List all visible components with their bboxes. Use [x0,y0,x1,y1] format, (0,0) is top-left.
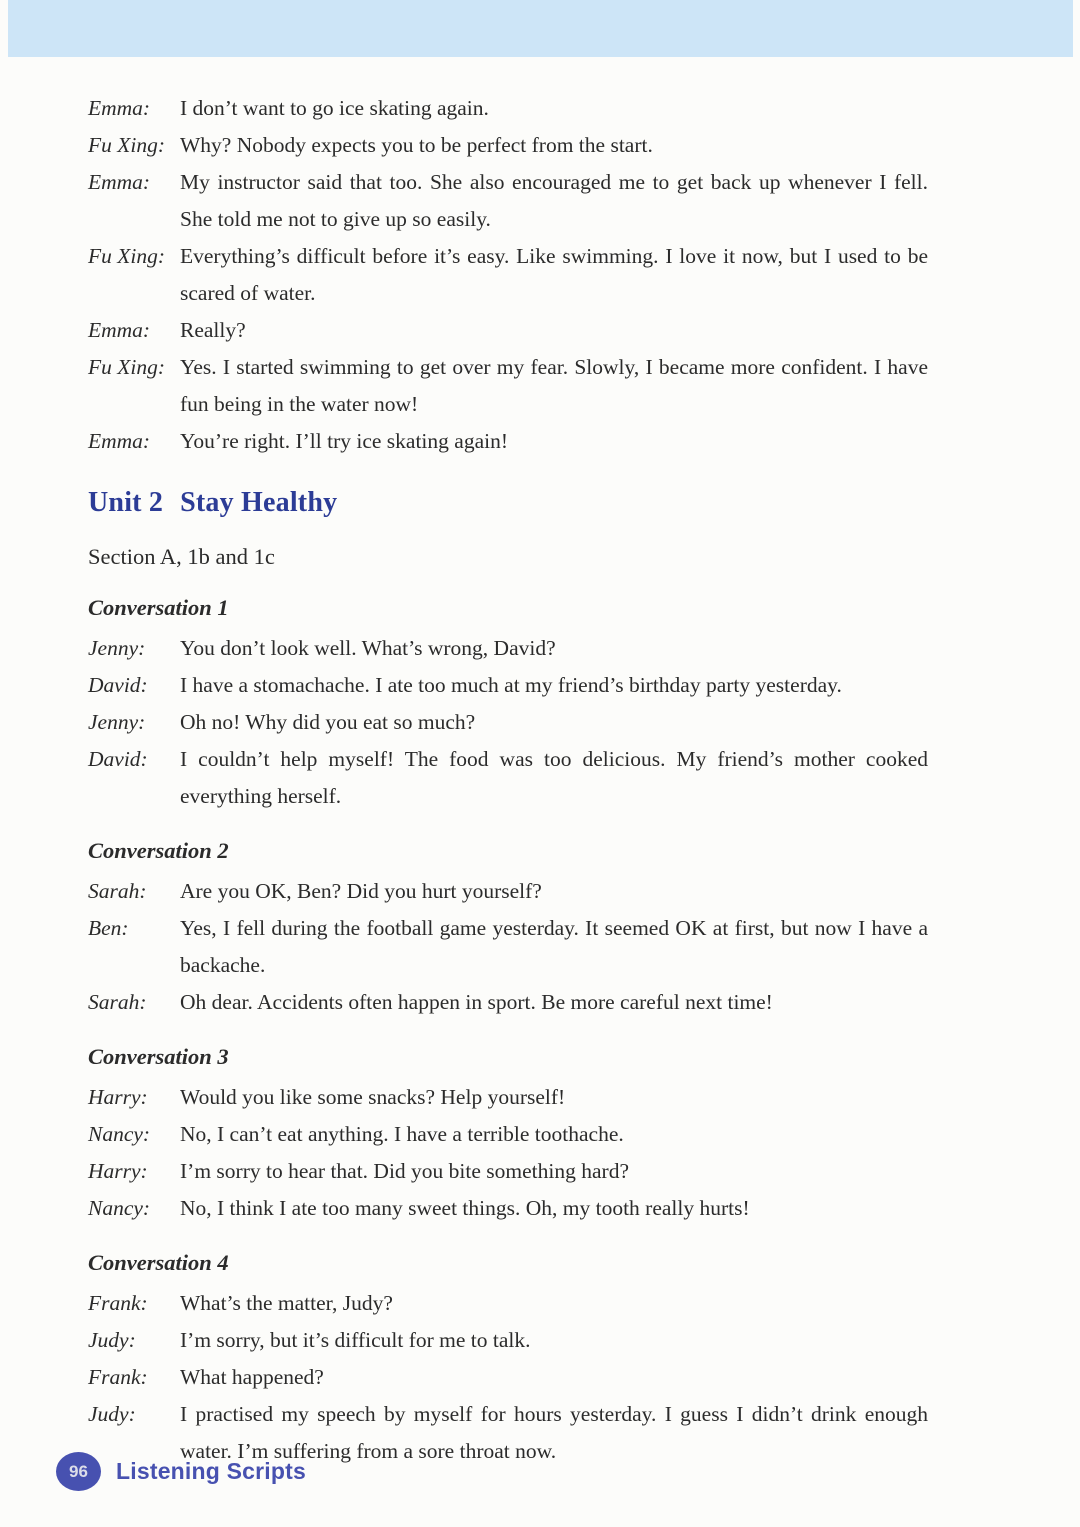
speaker-name: Nancy: [88,1122,151,1146]
dialogue-line [88,984,928,1021]
page-content [88,57,928,1470]
dialogue-text: No, I think I ate too many sweet things. Oh, my tooth really hurts! [180,1196,750,1220]
dialogue-line [88,1322,928,1359]
speaker-name: Sarah: [88,990,147,1014]
conversation-dialogue [88,1079,928,1227]
dialogue-text: What happened? [180,1365,324,1389]
speaker-name: Emma: [88,429,151,453]
speaker-name: Judy: [88,1328,136,1352]
dialogue-text: What’s the matter, Judy? [180,1291,393,1315]
dialogue-text: Yes. I started swimming to get over my fear. Slowly, I became more confident. I have fun being in the water now! [180,355,928,416]
speaker-name: Harry: [88,1159,148,1183]
dialogue-text: I’m sorry, but it’s difficult for me to talk. [180,1328,531,1352]
dialogue-text: You’re right. I’ll try ice skating again! [180,429,509,453]
conversation-dialogue [88,873,928,1021]
speaker-name: Jenny: [88,710,146,734]
dialogue-text: I’m sorry to hear that. Did you bite something hard? [180,1159,630,1183]
speaker-name: Emma: [88,96,151,120]
page-footer [56,1452,306,1491]
conversation-title: Conversation 2 [88,838,229,863]
dialogue-line [88,741,928,815]
dialogue-line [88,667,928,704]
dialogue-line [88,873,928,910]
dialogue-text: No, I can’t eat anything. I have a terrible toothache. [180,1122,624,1146]
speaker-name: Judy: [88,1402,136,1426]
speaker-name: Ben: [88,916,129,940]
speaker-name: Emma: [88,170,151,194]
unit-title: Stay Healthy [180,487,338,518]
dialogue-line [88,630,928,667]
speaker-name: Harry: [88,1085,148,1109]
dialogue-line [88,90,928,127]
dialogue-line [88,1285,928,1322]
speaker-name: Fu Xing: [88,355,166,379]
dialogue-line [88,312,928,349]
dialogue-line [88,349,928,423]
dialogue-line [88,910,928,984]
dialogue-text: Really? [180,318,246,342]
speaker-name: David: [88,747,148,771]
dialogue-line [88,423,928,460]
opening-dialogue [88,90,928,460]
dialogue-text: Are you OK, Ben? Did you hurt yourself? [180,879,542,903]
speaker-name: Nancy: [88,1196,151,1220]
dialogue-line [88,1359,928,1396]
conversation-title: Conversation 1 [88,595,229,620]
conversation-block-1 [88,593,928,815]
dialogue-text: I practised my speech by myself for hours yesterday. I guess I didn’t drink enough water. I’m suffering from a sore throat now. [180,1402,928,1463]
conversation-block-2 [88,836,928,1021]
dialogue-text: My instructor said that too. She also encouraged me to get back up whenever I fell. She told me not to give up so easily. [180,170,928,231]
unit-label: Unit 2 [88,487,164,518]
dialogue-line [88,127,928,164]
conversation-dialogue [88,630,928,815]
dialogue-text: I don’t want to go ice skating again. [180,96,489,120]
footer-label: Listening Scripts [116,1458,306,1484]
dialogue-text: You don’t look well. What’s wrong, David? [180,636,556,660]
dialogue-text: Yes, I fell during the football game yesterday. It seemed OK at first, but now I have a backache. [180,916,928,977]
conversation-block-4 [88,1248,928,1470]
dialogue-text: Oh no! Why did you eat so much? [180,710,476,734]
dialogue-text: Oh dear. Accidents often happen in sport. Be more careful next time! [180,990,773,1014]
conversation-title: Conversation 4 [88,1250,229,1275]
speaker-name: Frank: [88,1291,148,1315]
dialogue-text: I couldn’t help myself! The food was too delicious. My friend’s mother cooked everything herself. [180,747,928,808]
dialogue-line [88,1153,928,1190]
dialogue-text: I have a stomachache. I ate too much at my friend’s birthday party yesterday. [180,673,842,697]
dialogue-line [88,164,928,238]
speaker-name: Fu Xing: [88,244,166,268]
dialogue-line [88,1079,928,1116]
conversation-dialogue [88,1285,928,1470]
dialogue-line [88,238,928,312]
dialogue-text: Everything’s difficult before it’s easy. Like swimming. I love it now, but I used to be scared of water. [180,244,928,305]
speaker-name: David: [88,673,148,697]
top-banner [8,0,1073,57]
dialogue-line [88,1116,928,1153]
conversation-title: Conversation 3 [88,1044,229,1069]
dialogue-line [88,704,928,741]
unit-heading [88,487,928,519]
speaker-name: Jenny: [88,636,146,660]
speaker-name: Frank: [88,1365,148,1389]
section-label: Section A, 1b and 1c [88,544,275,569]
conversation-block-3 [88,1042,928,1227]
speaker-name: Emma: [88,318,151,342]
speaker-name: Fu Xing: [88,133,166,157]
speaker-name: Sarah: [88,879,147,903]
dialogue-text: Why? Nobody expects you to be perfect from the start. [180,133,653,157]
page-number-badge: 96 [56,1452,101,1491]
dialogue-line [88,1190,928,1227]
dialogue-text: Would you like some snacks? Help yourself! [180,1085,566,1109]
